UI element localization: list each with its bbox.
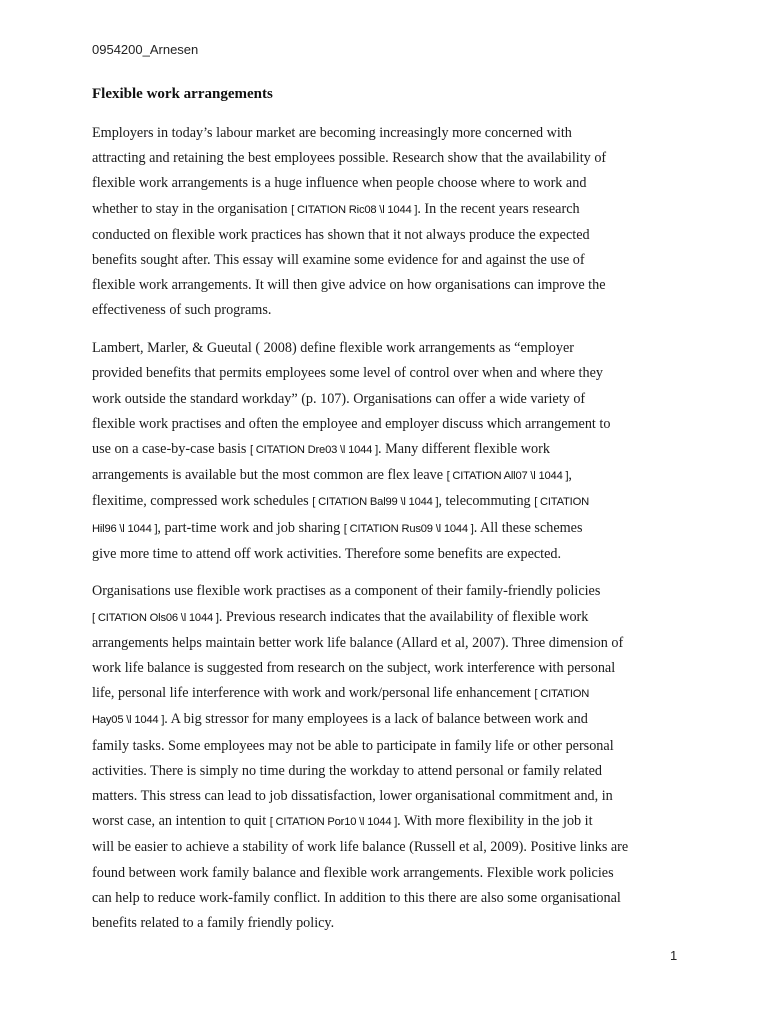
text-run: effectiveness of such programs.: [92, 302, 272, 319]
paragraph: [92, 336, 680, 567]
text-run: . A big stressor for many employees is a lack of balance between work and: [164, 711, 588, 728]
text-line: [92, 387, 680, 412]
paragraph: [92, 579, 680, 936]
text-run: matters. This stress can lead to job dissatisfaction, lower organisational commitment and, in: [92, 788, 613, 805]
text-line: [92, 809, 680, 835]
running-header: 0954200_Arnesen: [92, 42, 199, 57]
text-run: conducted on flexible work practices has shown that it not always produce the expected: [92, 226, 590, 243]
text-line: [92, 412, 680, 437]
text-line: [92, 171, 680, 196]
text-run: family tasks. Some employees may not be able to participate in family life or other personal: [92, 737, 614, 754]
text-line: [92, 734, 680, 759]
citation-field: [ CITATION: [534, 688, 590, 701]
text-run: provided benefits that permits employees some level of control over when and where they: [92, 365, 603, 382]
text-line: [92, 784, 680, 809]
text-line: [92, 437, 680, 463]
text-run: . Many different flexible work: [378, 440, 550, 457]
text-line: [92, 861, 680, 886]
text-line: [92, 759, 680, 784]
text-run: worst case, an intention to quit: [92, 813, 270, 830]
page-number: 1: [670, 948, 678, 963]
text-run: flexible work arrangements. It will then give advice on how organisations can improve the: [92, 277, 606, 294]
text-line: [92, 605, 680, 631]
text-run: flexitime, compressed work schedules: [92, 493, 313, 510]
text-line: [92, 336, 680, 361]
text-run: benefits sought after. This essay will examine some evidence for and against the use of: [92, 252, 585, 269]
text-line: [92, 273, 680, 298]
text-run: , telecommuting: [438, 493, 535, 510]
text-run: arrangements is available but the most common are flex leave: [92, 467, 447, 484]
citation-field: [ CITATION Ols06 \l 1044 ]: [92, 611, 219, 624]
text-run: Lambert, Marler, & Gueutal ( 2008) define flexible work arrangements as “employer: [92, 340, 575, 357]
text-line: [92, 489, 680, 515]
text-run: ,: [568, 467, 572, 484]
text-run: work outside the standard workday” (p. 107). Organisations can offer a wide variety of: [92, 390, 586, 407]
text-line: [92, 631, 680, 656]
body-text: [92, 121, 680, 949]
text-run: . Previous research indicates that the availability of flexible work: [218, 608, 589, 625]
text-run: Organisations use flexible work practises as a component of their family-friendly policies: [92, 583, 601, 600]
text-run: can help to reduce work-family conflict. In addition to this there are also some organisational: [92, 889, 621, 906]
paragraph: [92, 121, 680, 324]
text-line: [92, 835, 680, 860]
text-run: activities. There is simply no time during the workday to attend personal or family related: [92, 762, 602, 779]
text-line: [92, 121, 680, 146]
text-run: . All these schemes: [473, 519, 583, 536]
text-run: flexible work arrangements is a huge influence when people choose where to work and: [92, 175, 587, 192]
citation-field: [ CITATION Rus09 \l 1044 ]: [343, 522, 474, 535]
text-line: [92, 707, 680, 733]
text-run: give more time to attend off work activities. Therefore some benefits are expected.: [92, 545, 562, 562]
text-run: arrangements helps maintain better work life balance (Allard et al, 2007). Three dimension of: [92, 634, 624, 651]
text-line: [92, 197, 680, 223]
text-line: [92, 463, 680, 489]
text-run: found between work family balance and flexible work arrangements. Flexible work policies: [92, 864, 614, 881]
text-run: , part-time work and job sharing: [157, 519, 344, 536]
text-run: Employers in today’s labour market are becoming increasingly more concerned with: [92, 125, 572, 141]
text-run: will be easier to achieve a stability of work life balance (Russell et al, 2009). Positive links are: [92, 839, 629, 856]
text-run: benefits related to a family friendly policy.: [92, 915, 335, 932]
text-run: flexible work practises and often the employee and employer discuss which arrangement to: [92, 415, 611, 432]
citation-field: [ CITATION Bal99 \l 1044 ]: [312, 496, 439, 509]
text-run: whether to stay in the organisation: [92, 200, 292, 217]
text-run: use on a case-by-case basis: [92, 440, 250, 457]
text-line: [92, 656, 680, 681]
text-run: . With more flexibility in the job it: [397, 813, 593, 830]
citation-field: [ CITATION Dre03 \l 1044 ]: [249, 443, 379, 456]
text-line: [92, 298, 680, 323]
text-line: [92, 223, 680, 248]
text-run: life, personal life interference with work and work/personal life enhancement: [92, 685, 535, 702]
citation-field: Hay05 \l 1044 ]: [92, 714, 165, 727]
text-line: [92, 361, 680, 386]
text-line: [92, 681, 680, 707]
citation-field: [ CITATION Por10 \l 1044 ]: [269, 816, 398, 829]
citation-field: [ CITATION Ric08 \l 1044 ]: [291, 203, 418, 216]
text-run: . In the recent years research: [417, 200, 580, 217]
citation-field: [ CITATION All07 \l 1044 ]: [446, 470, 569, 483]
text-line: [92, 542, 680, 567]
citation-field: [ CITATION: [534, 496, 589, 509]
text-line: [92, 886, 680, 911]
text-run: attracting and retaining the best employees possible. Research show that the availability of: [92, 150, 607, 167]
citation-field: Hil96 \l 1044 ]: [92, 522, 158, 535]
text-line: [92, 146, 680, 171]
text-line: [92, 516, 680, 542]
text-run: work life balance is suggested from research on the subject, work interference with personal: [92, 660, 616, 677]
text-line: [92, 911, 680, 936]
text-line: [92, 248, 680, 273]
section-title: Flexible work arrangements: [92, 86, 273, 102]
text-line: [92, 579, 680, 604]
